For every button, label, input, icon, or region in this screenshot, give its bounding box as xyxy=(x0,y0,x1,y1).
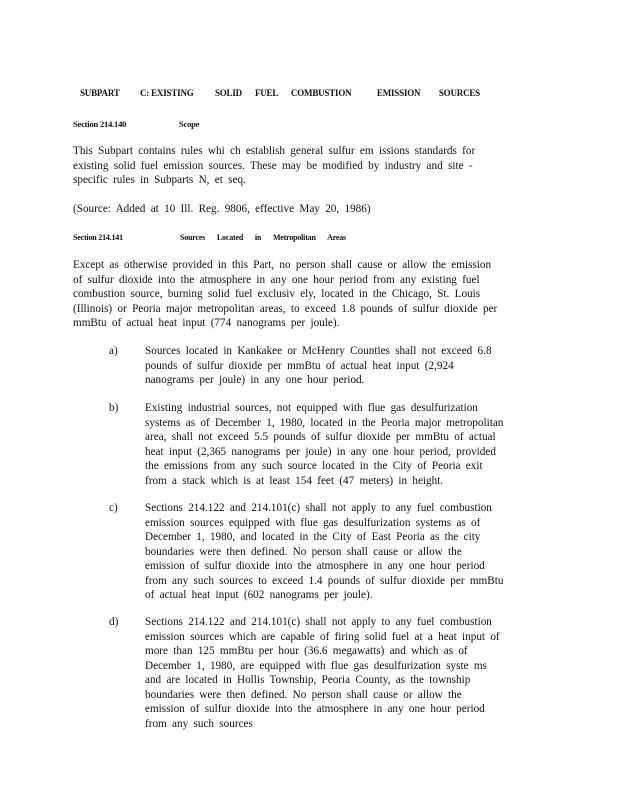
item-label: a) xyxy=(109,345,118,357)
source-note: (Source: Added at 10 Ill. Reg. 9806, effective May 20, 1986) xyxy=(73,203,371,215)
section-number: Section 214.141 xyxy=(73,233,123,242)
subpart-heading xyxy=(80,88,480,98)
subpart-word: SOLID xyxy=(214,88,242,98)
section-title: Scope xyxy=(179,119,200,129)
item-label: d) xyxy=(109,616,119,628)
item-label: c) xyxy=(109,502,118,514)
section-title: Sources Located in Metropolitan Areas xyxy=(180,233,346,242)
subpart-word: EMISSION xyxy=(376,88,421,98)
subpart-word: SUBPART xyxy=(80,88,120,98)
subpart-word: SOURCES xyxy=(438,88,480,98)
item-text: Sources located in Kankakee or McHenry Counties shall not exceed 6.8 pounds of sulfur dioxide per mmBtu of actual heat input (2,924 nanograms per joule) in any one hour period. xyxy=(145,345,492,386)
section-number: Section 214.140 xyxy=(73,119,127,129)
item-label: b) xyxy=(109,402,119,414)
item-text: Sections 214.122 and 214.101(c) shall not apply to any fuel combustion emission sources which are capable of firing solid fuel at a heat input of more than 125 mmBtu per hour (36.6 megawatts) and which as of December 1, 1980, are equipped with flue gas desulfurization syste ms and are located in Hollis Township, Peoria County, as the township boundaries were then defined. No person shall cause or allow the emission of sulfur dioxide into the atmosphere in any one hour period from any such sources xyxy=(145,616,500,730)
subpart-word: COMBUSTION xyxy=(290,88,352,98)
intro-paragraph: Except as otherwise provided in this Part, no person shall cause or allow the emission of sulfur dioxide into the atmosphere in any one hour period from any existing fuel combustion source, burning solid fuel exclusiv ely, located in the Chicago, St. Louis (Illinois) or Peoria major metropolitan areas, to exceed 1.8 pounds of sulfur dioxide per mmBtu of actual heat input (774 nanograms per joule). xyxy=(73,259,498,329)
scope-paragraph: This Subpart contains rules whi ch establish general sulfur em issions standards for existing solid fuel emission sources. These may be modified by industry and site -specific rules in Subparts N, et seq. xyxy=(73,145,476,186)
subpart-word: C: EXISTING xyxy=(139,88,194,98)
item-text: Existing industrial sources, not equipped with flue gas desulfurization systems as of December 1, 1980, located in the Peoria major metropolitan area, shall not exceed 5.5 pounds of sulfur dioxide per mmBtu of actual heat input (2,365 nanograms per joule) in any one hour period, provided the emissions from any such source located in the City of Peoria exit from a stack which is at least 154 feet (47 meters) in height. xyxy=(145,402,504,487)
item-text: Sections 214.122 and 214.101(c) shall not apply to any fuel combustion emission sources equipped with flue gas desulfurization systems as of December 1, 1980, and located in the City of East Peoria as the city boundaries were then defined. No person shall cause or allow the emission of sulfur dioxide into the atmosphere in any one hour period from any such sources to exceed 1.4 pounds of sulfur dioxide per mmBtu of actual heat input (602 nanograms per joule). xyxy=(145,502,504,601)
subpart-word: FUEL xyxy=(254,88,279,98)
